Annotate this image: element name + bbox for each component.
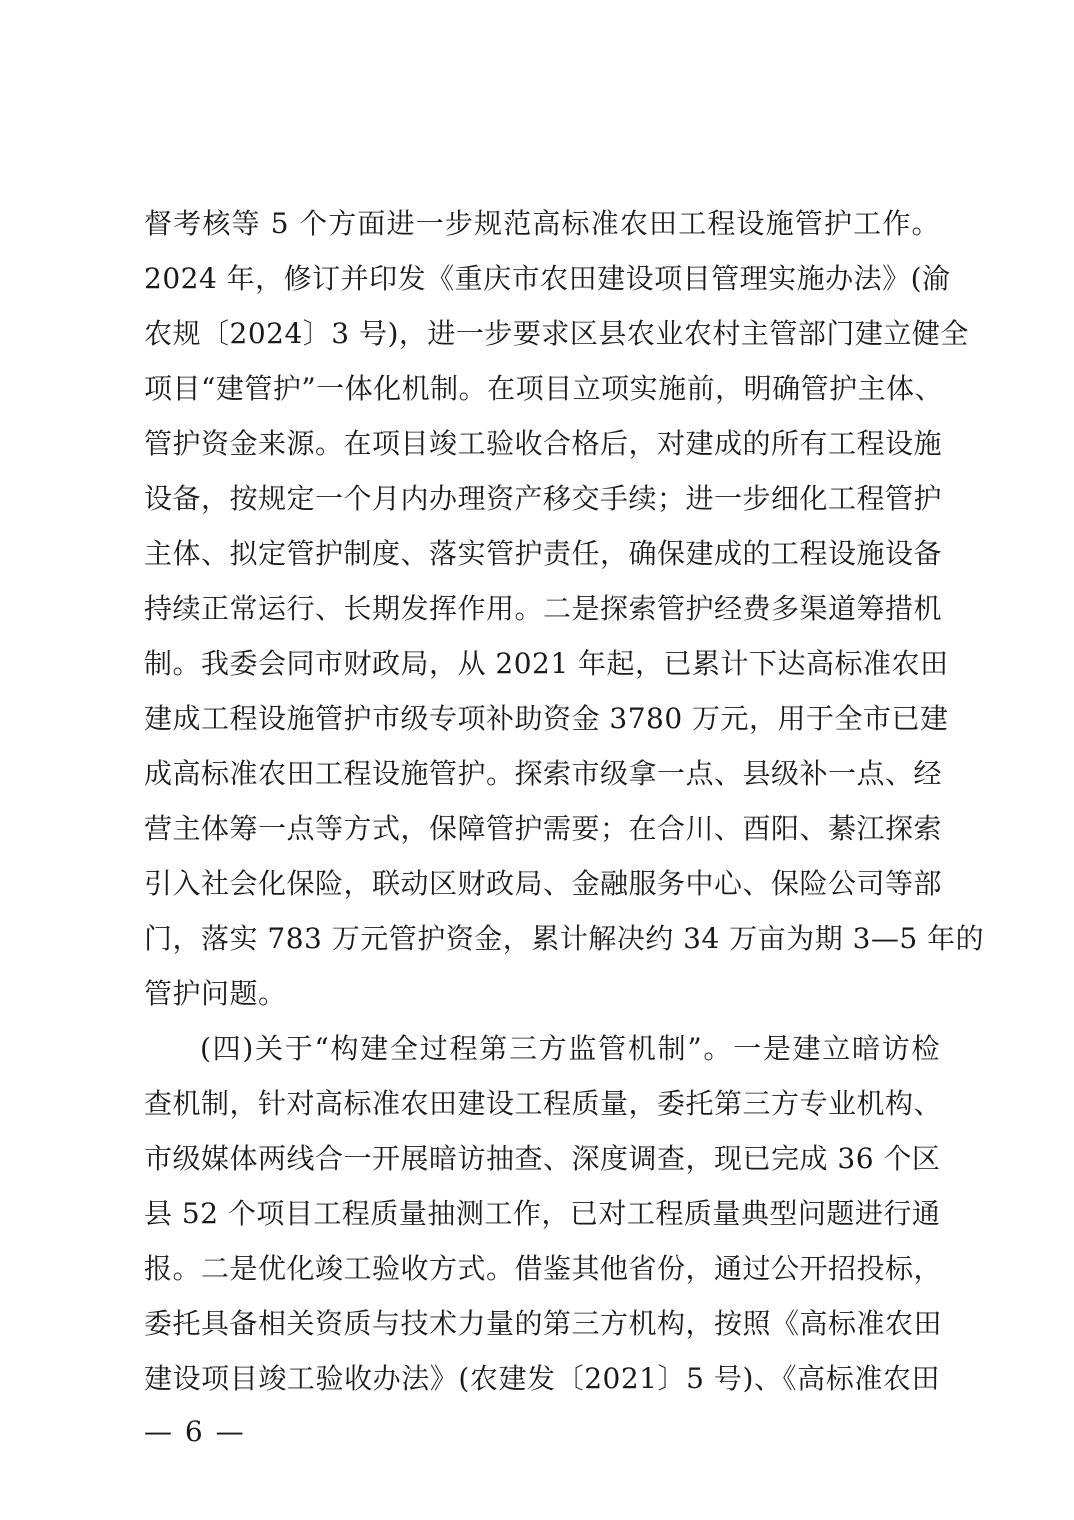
text-line: 建设项目竣工验收办法》(农建发〔2021〕5 号)、《高标准农田 — [144, 1362, 940, 1395]
text-line: 建成工程设施管护市级专项补助资金 3780 万元，用于全市已建 — [144, 702, 949, 735]
text-line: 查机制，针对高标准农田建设工程质量，委托第三方专业机构、 — [144, 1087, 943, 1120]
text-line: 主体、拟定管护制度、落实管护责任，确保建成的工程设施设备 — [144, 537, 943, 570]
text-line: 市级媒体两线合一开展暗访抽查、深度调查，现已完成 36 个区 — [144, 1142, 941, 1175]
text-line: 持续正常运行、长期发挥作用。二是探索管护经费多渠道筹措机 — [144, 592, 943, 625]
text-line: 设备，按规定一个月内办理资产移交手续；进一步细化工程管护 — [144, 482, 943, 515]
text-line: 督考核等 5 个方面进一步规范高标准农田工程设施管护工作。 — [144, 207, 940, 240]
text-line: 管护问题。 — [144, 977, 287, 1010]
section-heading-line: (四)关于“构建全过程第三方监管机制”。一是建立暗访检 — [200, 1032, 940, 1065]
text-line: 2024 年，修订并印发《重庆市农田建设项目管理实施办法》(渝 — [144, 262, 951, 295]
page-number: — 6 — — [144, 1415, 246, 1448]
text-line: 委托具备相关资质与技术力量的第三方机构，按照《高标准农田 — [144, 1307, 943, 1340]
text-line: 管护资金来源。在项目竣工验收合格后，对建成的所有工程设施 — [144, 427, 943, 460]
text-line: 项目“建管护”一体化机制。在项目立项实施前，明确管护主体、 — [144, 372, 944, 405]
text-line: 引入社会化保险，联动区财政局、金融服务中心、保险公司等部 — [144, 867, 943, 900]
text-line: 报。二是优化竣工验收方式。借鉴其他省份，通过公开招投标， — [144, 1252, 943, 1285]
text-line: 门，落实 783 万元管护资金，累计解决约 34 万亩为期 3—5 年的 — [144, 922, 985, 955]
text-line: 营主体筹一点等方式，保障管护需要；在合川、酉阳、綦江探索 — [144, 812, 943, 845]
text-line: 农规〔2024〕3 号)，进一步要求区县农业农村主管部门建立健全 — [144, 317, 969, 350]
text-line: 制。我委会同市财政局，从 2021 年起，已累计下达高标准农田 — [144, 647, 949, 680]
text-line: 成高标准农田工程设施管护。探索市级拿一点、县级补一点、经 — [144, 757, 943, 790]
text-line: 县 52 个项目工程质量抽测工作，已对工程质量典型问题进行通 — [144, 1197, 941, 1230]
